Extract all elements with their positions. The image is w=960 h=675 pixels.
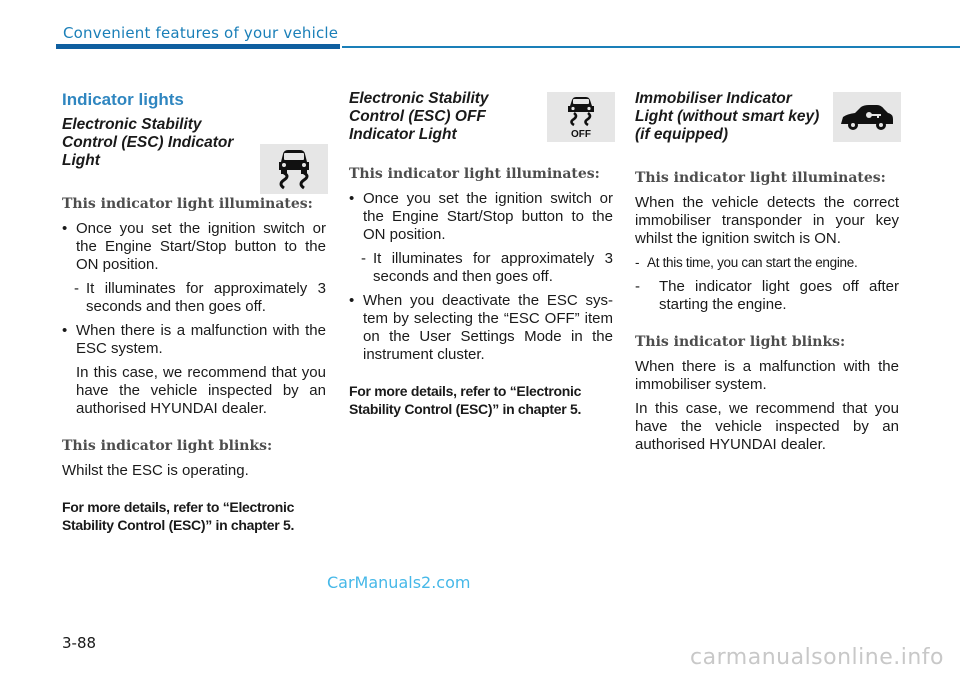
paragraph: When the vehicle detects the correct immobiliser transponder in your key whilst the ignition switch is ON. <box>635 194 899 247</box>
list-item: - The indicator light goes off after starting the engine. <box>635 278 899 313</box>
list-item: - At this time, you can start the engine. <box>635 255 858 270</box>
paragraph: Whilst the ESC is operating. <box>62 462 249 479</box>
header-rule <box>342 46 960 48</box>
off-label: OFF <box>571 129 591 139</box>
section-title: Indicator lights <box>62 90 184 109</box>
paragraph: In this case, we recommend that you have the vehicle inspected by an authorised HYUNDAI dealer. <box>76 364 326 417</box>
paragraph: When there is a malfunction with the immobiliser system. <box>635 358 899 393</box>
chapter-title: Convenient features of your vehicle <box>63 24 339 42</box>
immobiliser-heading: Immobiliser Indicator Light (without smart key) (if equipped) <box>635 90 820 143</box>
immobiliser-heading-block <box>635 90 899 148</box>
list-item: - It illuminates for approximately 3 seconds and then goes off. <box>361 250 613 285</box>
cross-reference: For more details, refer to “Electronic Stability Control (ESC)” in chapter 5. <box>349 383 582 417</box>
footer-watermark: carmanualsonline.info <box>690 645 944 670</box>
list-item-text: The indicator light goes off after starting the engine. <box>659 278 899 313</box>
illuminates-heading: This indicator light illuminates: <box>62 196 313 212</box>
esc-off-heading: Electronic Stability Control (ESC) OFF Indicator Light <box>349 90 489 143</box>
list-item-text: It illuminates for approximately 3 seconds and then goes off. <box>373 250 613 285</box>
page-number: 3-88 <box>62 634 97 652</box>
esc-skid-icon <box>274 148 314 190</box>
list-item: • When you deactivate the ESC sys- tem by selecting the “ESC OFF” item on the User Settings Mode in the instrument cluster. <box>349 292 613 364</box>
esc-off-icon <box>561 95 601 139</box>
list-item: • Once you set the ignition switch or the Engine Start/Stop button to the ON position. <box>349 190 613 244</box>
esc-off-heading-block <box>349 90 613 148</box>
watermark-link[interactable]: CarManuals2.com <box>327 573 471 592</box>
column-immobiliser <box>635 90 899 460</box>
cross-reference: For more details, refer to “Electronic Stability Control (ESC)” in chapter 5. <box>62 499 295 533</box>
column-esc <box>62 90 326 534</box>
list-item: • Once you set the ignition switch or the Engine Start/Stop button to the ON position. <box>62 220 326 274</box>
blinks-heading: This indicator light blinks: <box>635 334 846 350</box>
column-esc-off <box>349 90 613 418</box>
illuminates-heading: This indicator light illuminates: <box>635 170 886 186</box>
blinks-heading: This indicator light blinks: <box>62 438 273 454</box>
esc-indicator-box <box>260 144 328 194</box>
esc-heading: Electronic Stability Control (ESC) Indicator Light <box>62 116 234 169</box>
immobiliser-car-key-icon <box>839 102 895 132</box>
illuminates-heading: This indicator light illuminates: <box>349 166 600 182</box>
header-bar <box>56 44 340 49</box>
esc-off-indicator-box <box>547 92 615 142</box>
list-item-text: At this time, you can start the engine. <box>647 255 858 270</box>
list-item-text: It illuminates for approximately 3 seconds and then goes off. <box>86 280 326 315</box>
list-item: - It illuminates for approximately 3 seconds and then goes off. <box>74 280 326 315</box>
esc-heading-block <box>62 116 326 170</box>
paragraph: In this case, we recommend that you have the vehicle inspected by an authorised HYUNDAI dealer. <box>635 400 899 453</box>
immobiliser-indicator-box <box>833 92 901 142</box>
list-item: • When there is a malfunction with the ESC system. <box>62 322 326 358</box>
